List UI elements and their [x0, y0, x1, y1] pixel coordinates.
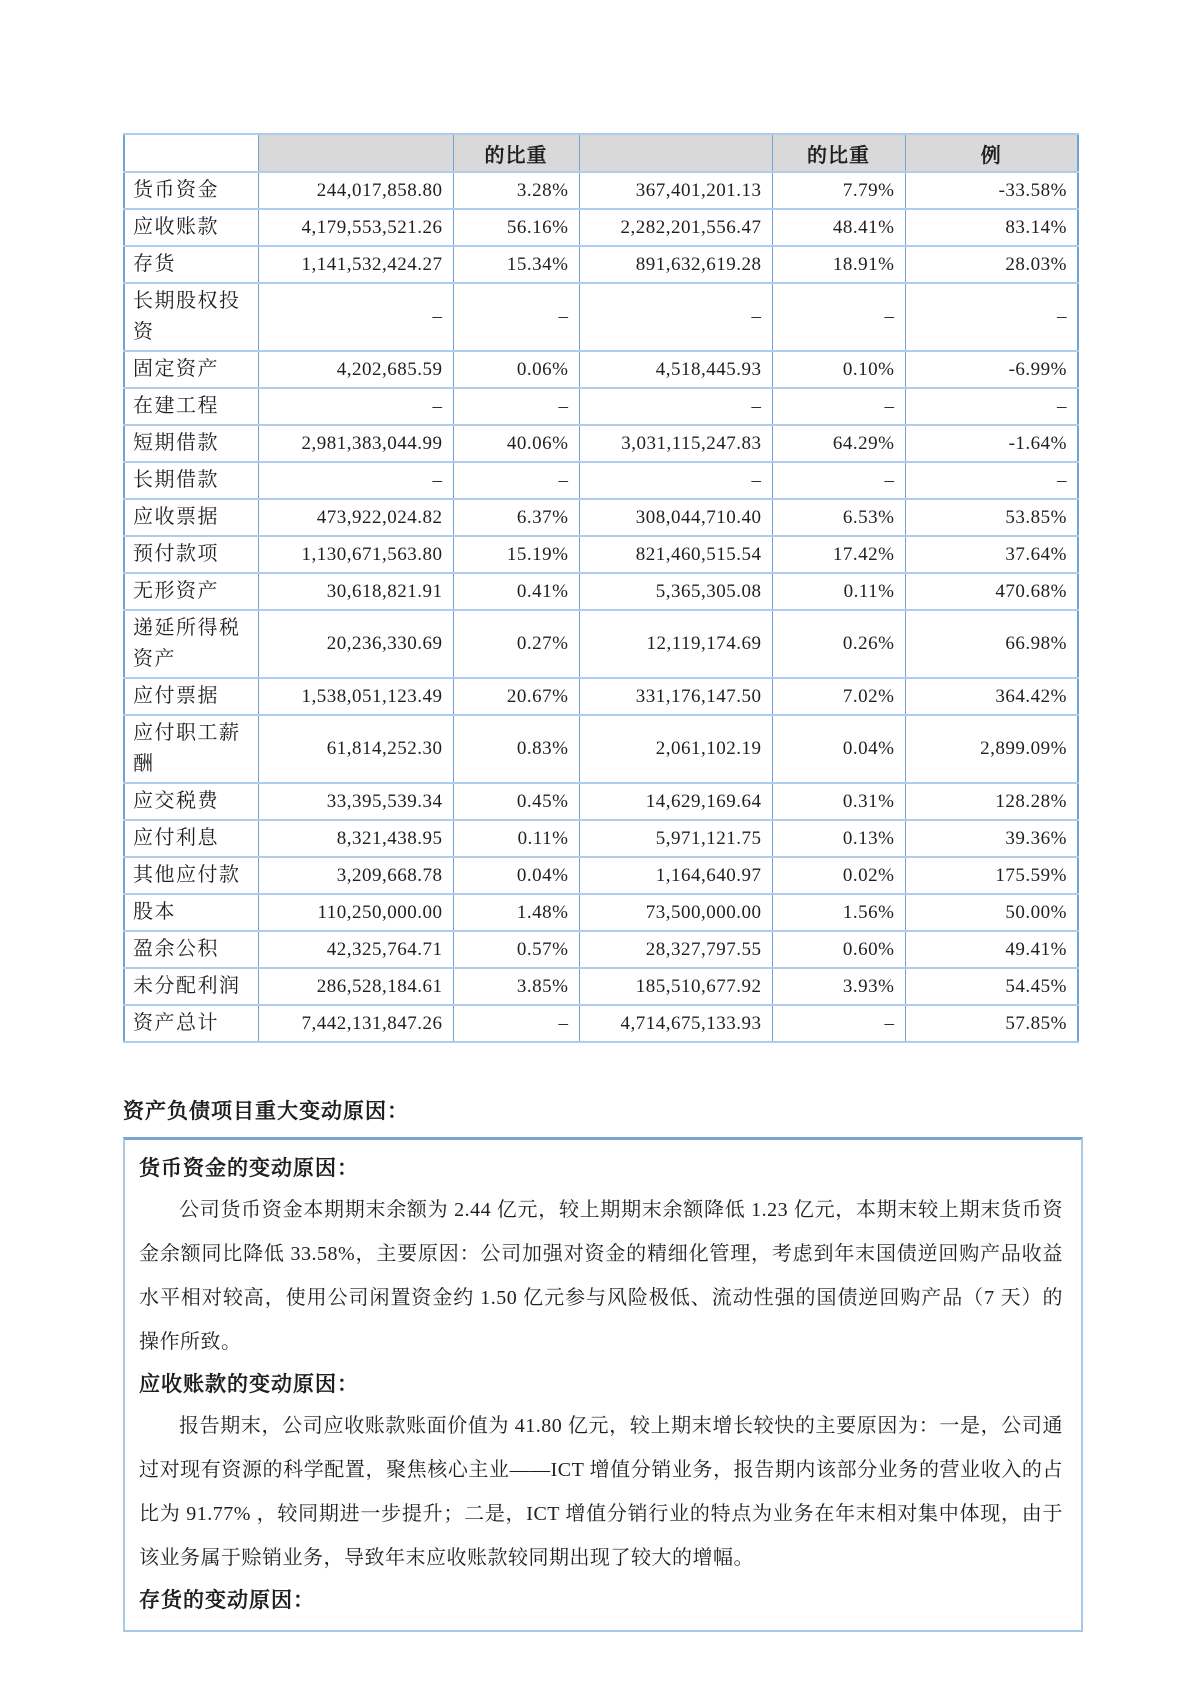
table-row [124, 283, 1078, 351]
amount-prior: 185,510,677.92 [579, 968, 772, 1005]
pct-current: 6.37% [453, 499, 579, 536]
pct-prior: 0.11% [772, 573, 905, 610]
change-pct: – [905, 462, 1078, 499]
amount-prior: 891,632,619.28 [579, 246, 772, 283]
amount-current: 2,981,383,044.99 [258, 425, 453, 462]
pct-prior: 3.93% [772, 968, 905, 1005]
amount-current: 61,814,252.30 [258, 715, 453, 783]
table-row [124, 931, 1078, 968]
amount-prior: 12,119,174.69 [579, 610, 772, 678]
amount-prior: 5,971,121.75 [579, 820, 772, 857]
pct-prior: 18.91% [772, 246, 905, 283]
pct-prior: 17.42% [772, 536, 905, 573]
amount-current: 7,442,131,847.26 [258, 1005, 453, 1042]
table-row [124, 536, 1078, 573]
box-paragraph: 公司货币资金本期期末余额为 2.44 亿元，较上期期末余额降低 1.23 亿元，本期末较上期末货币资金余额同比降低 33.58%，主要原因：公司加强对资金的精细化管理，考虑到年末国债逆回购产品收益水平相对较高，使用公司闲置资金约 1.50 亿元参与风险极低、流动性强的国债逆回购产品（7 天）的操作所致。 [139, 1199, 1063, 1353]
pct-current: – [453, 1005, 579, 1042]
pct-current: 20.67% [453, 678, 579, 715]
amount-prior: 4,714,675,133.93 [579, 1005, 772, 1042]
pct-current: 0.11% [453, 820, 579, 857]
change-pct: 175.59% [905, 857, 1078, 894]
change-pct: 28.03% [905, 246, 1078, 283]
amount-prior: – [579, 283, 772, 351]
report-page [123, 133, 1083, 1632]
amount-prior: 14,629,169.64 [579, 783, 772, 820]
row-label: 长期股权投资 [124, 283, 258, 351]
header-pct-current: 的比重 [453, 134, 579, 172]
pct-prior: 0.04% [772, 715, 905, 783]
table-row [124, 209, 1078, 246]
row-label: 应收票据 [124, 499, 258, 536]
table-row [124, 678, 1078, 715]
change-pct: -1.64% [905, 425, 1078, 462]
table-row [124, 783, 1078, 820]
amount-current: 3,209,668.78 [258, 857, 453, 894]
amount-current: 1,141,532,424.27 [258, 246, 453, 283]
table-row [124, 820, 1078, 857]
amount-current: 1,538,051,123.49 [258, 678, 453, 715]
box-paragraph: 报告期末，公司应收账款账面价值为 41.80 亿元，较上期末增长较快的主要原因为：一是，公司通过对现有资源的科学配置，聚焦核心主业——ICT 增值分销业务，报告期内该部分业务的营业收入的占比为 91.77% ，较同期进一步提升；二是，ICT 增值分销行业的特点为业务在年末相对集中体现，由于该业务属于赊销业务，导致年末应收账款较同期出现了较大的增幅。 [139, 1415, 1063, 1569]
row-label: 应付职工薪酬 [124, 715, 258, 783]
table-row [124, 573, 1078, 610]
box-section-heading: 存货的变动原因： [139, 1588, 315, 1612]
amount-current: – [258, 388, 453, 425]
amount-prior: 367,401,201.13 [579, 172, 772, 209]
table-row [124, 968, 1078, 1005]
header-amount-prior [579, 134, 772, 172]
pct-prior: 7.02% [772, 678, 905, 715]
header-pct-prior: 的比重 [772, 134, 905, 172]
amount-current: 42,325,764.71 [258, 931, 453, 968]
amount-current: 4,179,553,521.26 [258, 209, 453, 246]
row-label: 资产总计 [124, 1005, 258, 1042]
change-pct: 37.64% [905, 536, 1078, 573]
row-label: 股本 [124, 894, 258, 931]
pct-prior: 48.41% [772, 209, 905, 246]
amount-prior: 5,365,305.08 [579, 573, 772, 610]
change-pct: 39.36% [905, 820, 1078, 857]
table-row [124, 351, 1078, 388]
row-label: 短期借款 [124, 425, 258, 462]
change-pct: – [905, 283, 1078, 351]
row-label: 应收账款 [124, 209, 258, 246]
pct-prior: – [772, 388, 905, 425]
change-pct: 83.14% [905, 209, 1078, 246]
table-row [124, 499, 1078, 536]
table-row [124, 388, 1078, 425]
pct-current: 0.83% [453, 715, 579, 783]
table-row [124, 715, 1078, 783]
pct-current: 15.34% [453, 246, 579, 283]
row-label: 应交税费 [124, 783, 258, 820]
amount-current: – [258, 283, 453, 351]
box-section-heading: 货币资金的变动原因： [139, 1156, 359, 1180]
pct-prior: 0.26% [772, 610, 905, 678]
balance-sheet-table [123, 133, 1079, 1043]
header-item [124, 134, 258, 172]
table-row [124, 857, 1078, 894]
amount-prior: 4,518,445.93 [579, 351, 772, 388]
row-label: 存货 [124, 246, 258, 283]
change-pct: 50.00% [905, 894, 1078, 931]
table-header-row [124, 134, 1078, 172]
amount-current: 20,236,330.69 [258, 610, 453, 678]
row-label: 应付票据 [124, 678, 258, 715]
row-label: 盈余公积 [124, 931, 258, 968]
change-pct: -33.58% [905, 172, 1078, 209]
amount-current: 1,130,671,563.80 [258, 536, 453, 573]
amount-prior: – [579, 388, 772, 425]
amount-current: 110,250,000.00 [258, 894, 453, 931]
table-row [124, 894, 1078, 931]
row-label: 递延所得税资产 [124, 610, 258, 678]
amount-current: 33,395,539.34 [258, 783, 453, 820]
section-title: 资产负债项目重大变动原因： [123, 1099, 409, 1123]
pct-prior: 0.13% [772, 820, 905, 857]
amount-prior: 2,282,201,556.47 [579, 209, 772, 246]
amount-prior: – [579, 462, 772, 499]
change-pct: 57.85% [905, 1005, 1078, 1042]
pct-current: – [453, 283, 579, 351]
amount-current: 30,618,821.91 [258, 573, 453, 610]
table-body [124, 172, 1078, 1042]
pct-current: – [453, 388, 579, 425]
table-row [124, 1005, 1078, 1042]
change-pct: 470.68% [905, 573, 1078, 610]
row-label: 在建工程 [124, 388, 258, 425]
row-label: 固定资产 [124, 351, 258, 388]
pct-current: 0.27% [453, 610, 579, 678]
box-section-heading: 应收账款的变动原因： [139, 1372, 359, 1396]
table-row [124, 425, 1078, 462]
amount-current: 473,922,024.82 [258, 499, 453, 536]
amount-current: 4,202,685.59 [258, 351, 453, 388]
header-amount-current [258, 134, 453, 172]
pct-prior: – [772, 462, 905, 499]
pct-prior: 6.53% [772, 499, 905, 536]
pct-current: 3.85% [453, 968, 579, 1005]
change-pct: 364.42% [905, 678, 1078, 715]
change-pct: 54.45% [905, 968, 1078, 1005]
pct-current: 0.04% [453, 857, 579, 894]
reasons-box [123, 1137, 1083, 1632]
pct-prior: 64.29% [772, 425, 905, 462]
pct-current: 15.19% [453, 536, 579, 573]
amount-prior: 28,327,797.55 [579, 931, 772, 968]
amount-prior: 331,176,147.50 [579, 678, 772, 715]
pct-current: 1.48% [453, 894, 579, 931]
pct-current: 0.45% [453, 783, 579, 820]
table-row [124, 610, 1078, 678]
change-pct: 66.98% [905, 610, 1078, 678]
table-row [124, 172, 1078, 209]
row-label: 货币资金 [124, 172, 258, 209]
amount-current: 286,528,184.61 [258, 968, 453, 1005]
pct-prior: 0.10% [772, 351, 905, 388]
table-row [124, 462, 1078, 499]
amount-prior: 3,031,115,247.83 [579, 425, 772, 462]
pct-current: 0.06% [453, 351, 579, 388]
amount-prior: 73,500,000.00 [579, 894, 772, 931]
amount-prior: 308,044,710.40 [579, 499, 772, 536]
change-pct: – [905, 388, 1078, 425]
amount-prior: 821,460,515.54 [579, 536, 772, 573]
pct-current: – [453, 462, 579, 499]
pct-prior: 0.02% [772, 857, 905, 894]
pct-current: 0.41% [453, 573, 579, 610]
pct-prior: 7.79% [772, 172, 905, 209]
row-label: 未分配利润 [124, 968, 258, 1005]
row-label: 无形资产 [124, 573, 258, 610]
pct-prior: 0.60% [772, 931, 905, 968]
pct-current: 0.57% [453, 931, 579, 968]
header-change-pct: 例 [905, 134, 1078, 172]
pct-prior: – [772, 283, 905, 351]
row-label: 应付利息 [124, 820, 258, 857]
pct-prior: – [772, 1005, 905, 1042]
change-pct: 128.28% [905, 783, 1078, 820]
amount-current: 8,321,438.95 [258, 820, 453, 857]
pct-current: 3.28% [453, 172, 579, 209]
amount-current: – [258, 462, 453, 499]
change-pct: 49.41% [905, 931, 1078, 968]
row-label: 长期借款 [124, 462, 258, 499]
amount-current: 244,017,858.80 [258, 172, 453, 209]
amount-prior: 2,061,102.19 [579, 715, 772, 783]
row-label: 其他应付款 [124, 857, 258, 894]
table-row [124, 246, 1078, 283]
pct-prior: 0.31% [772, 783, 905, 820]
pct-current: 40.06% [453, 425, 579, 462]
change-pct: 2,899.09% [905, 715, 1078, 783]
pct-current: 56.16% [453, 209, 579, 246]
change-pct: 53.85% [905, 499, 1078, 536]
change-pct: -6.99% [905, 351, 1078, 388]
amount-prior: 1,164,640.97 [579, 857, 772, 894]
row-label: 预付款项 [124, 536, 258, 573]
pct-prior: 1.56% [772, 894, 905, 931]
